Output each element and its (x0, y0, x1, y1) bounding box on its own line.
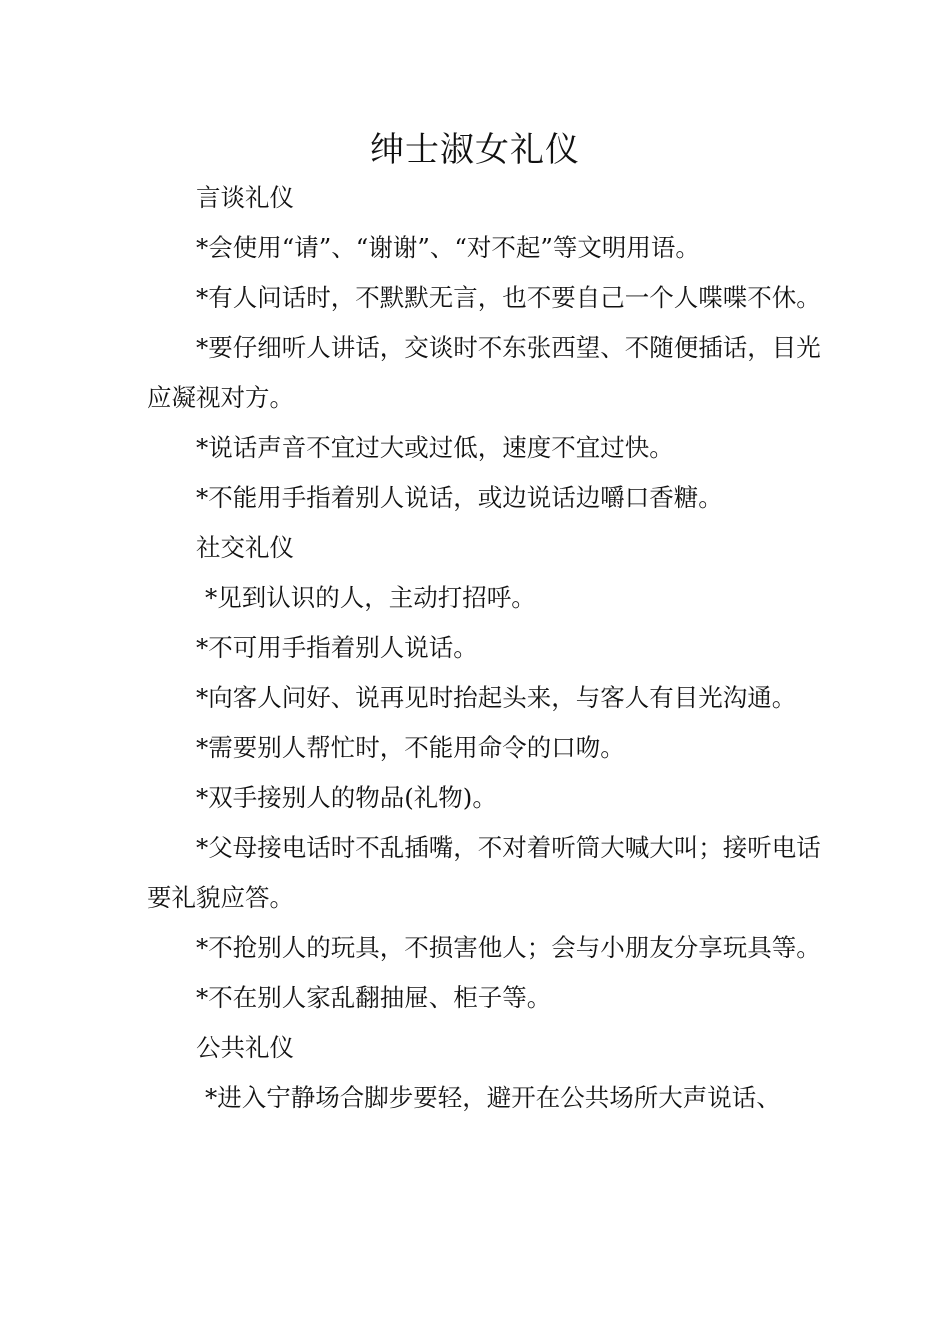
paragraph: *不在别人家乱翻抽屉、柜子等。 (196, 983, 552, 1012)
paragraph: *进入宁静场合脚步要轻，避开在公共场所大声说话、 (205, 1083, 781, 1112)
paragraph: *要仔细听人讲话，交谈时不东张西望、不随便插话，目光应凝视对方。 (147, 333, 821, 412)
section-heading-speech: 言谈礼仪 (196, 183, 294, 212)
document-body (147, 173, 827, 1123)
paragraph: *双手接别人的物品(礼物)。 (196, 783, 497, 812)
paragraph: *会使用“请”、“谢谢”、“对不起”等文明用语。 (196, 233, 700, 262)
paragraph: *不能用手指着别人说话，或边说话边嚼口香糖。 (196, 483, 723, 512)
paragraph: *见到认识的人，主动打招呼。 (205, 583, 536, 612)
section-heading-public: 公共礼仪 (196, 1033, 294, 1062)
paragraph: *不可用手指着别人说话。 (196, 633, 478, 662)
paragraph: *需要别人帮忙时，不能用命令的口吻。 (196, 733, 625, 762)
paragraph: *说话声音不宜过大或过低，速度不宜过快。 (196, 433, 674, 462)
paragraph: *父母接电话时不乱插嘴，不对着听筒大喊大叫；接听电话要礼貌应答。 (147, 833, 821, 912)
document-title: 绅士淑女礼仪 (370, 130, 580, 170)
paragraph: *向客人问好、说再见时抬起头来，与客人有目光沟通。 (196, 683, 797, 712)
section-heading-social: 社交礼仪 (196, 533, 294, 562)
paragraph: *不抢别人的玩具，不损害他人；会与小朋友分享玩具等。 (196, 933, 821, 962)
paragraph: *有人问话时，不默默无言，也不要自己一个人喋喋不休。 (196, 283, 821, 312)
